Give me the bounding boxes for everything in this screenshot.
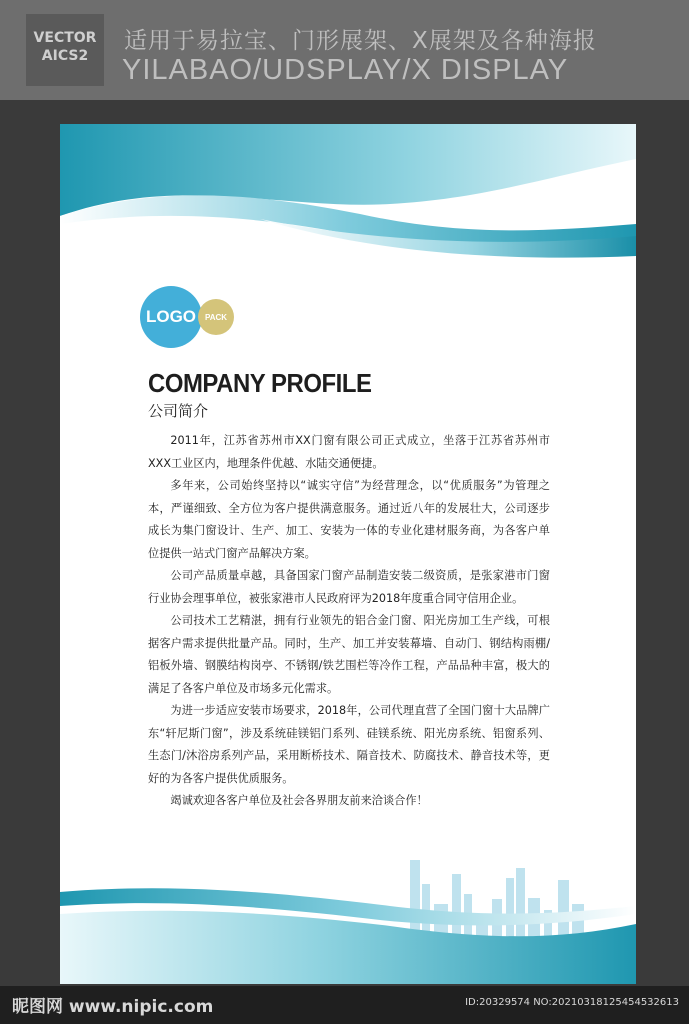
profile-paragraph: 公司技术工艺精湛，拥有行业领先的铝合金门窗、阳光房加工生产线，可根据客户需求提供批量产品。同时，生产、加工并安装幕墙、自动门、钢结构雨棚/铝板外墙、钢膜结构岗亭、不锈钢/铁艺围栏等冷作工程，产品品种丰富，极大的满足了各客户单位及市场多元化需求。: [148, 614, 550, 695]
poster-title-cn: 公司简介: [148, 402, 209, 420]
poster-title-en: COMPANY PROFILE: [148, 368, 372, 398]
profile-body: [148, 430, 550, 813]
poster-canvas: [60, 124, 636, 984]
bottom-wave-decoration: [60, 884, 636, 984]
top-wave-decoration: [60, 124, 636, 274]
profile-paragraph: 公司产品质量卓越，具备国家门窗产品制造安装二级资质，是张家港市门窗行业协会理事单位，被张家港市人民政府评为2018年度重合同守信用企业。: [148, 569, 550, 605]
banner-title-cn: 适用于易拉宝、门形展架、X展架及各种海报: [124, 28, 597, 54]
badge-line2: AICS2: [41, 48, 89, 64]
top-banner: [0, 0, 689, 100]
watermark-bar: [0, 986, 689, 1024]
site-watermark: 昵图网 www.nipic.com: [12, 997, 214, 1017]
profile-paragraph: 2011年，江苏省苏州市XX门窗有限公司正式成立，坐落于江苏省苏州市XXX工业区内，地理条件优越、水陆交通便捷。: [148, 434, 550, 470]
banner-title-en: YILABAO/UDSPLAY/X DISPLAY: [122, 54, 569, 86]
profile-paragraph: 为进一步适应安装市场要求，2018年，公司代理直营了全国门窗十大品牌广东“轩尼斯门窗”，涉及系统硅镁铝门系列、硅镁系统、阳光房系统、铝窗系列、生态门/沐浴房系列产品，采用断桥技术、隔音技术、防腐技术、静音技术等，更好的为各客户提供优质服务。: [148, 704, 550, 785]
image-id-text: ID:20329574 NO:20210318125454532613: [465, 997, 679, 1008]
logo-circle: LOGO: [140, 286, 202, 348]
vector-badge: [26, 14, 104, 86]
profile-paragraph: 竭诚欢迎各客户单位及社会各界朋友前来洽谈合作！: [170, 794, 428, 807]
logo-pack-circle: PACK: [198, 299, 234, 335]
profile-paragraph: 多年来，公司始终坚持以“诚实守信”为经营理念，以“优质服务”为管理之本，严谨细致、全方位为客户提供满意服务。通过近八年的发展壮大，公司逐步成长为集门窗设计、生产、加工、安装为一体的专业化建材服务商，为各客户单位提供一站式门窗产品解决方案。: [148, 479, 550, 560]
badge-line1: VECTOR: [33, 30, 97, 46]
